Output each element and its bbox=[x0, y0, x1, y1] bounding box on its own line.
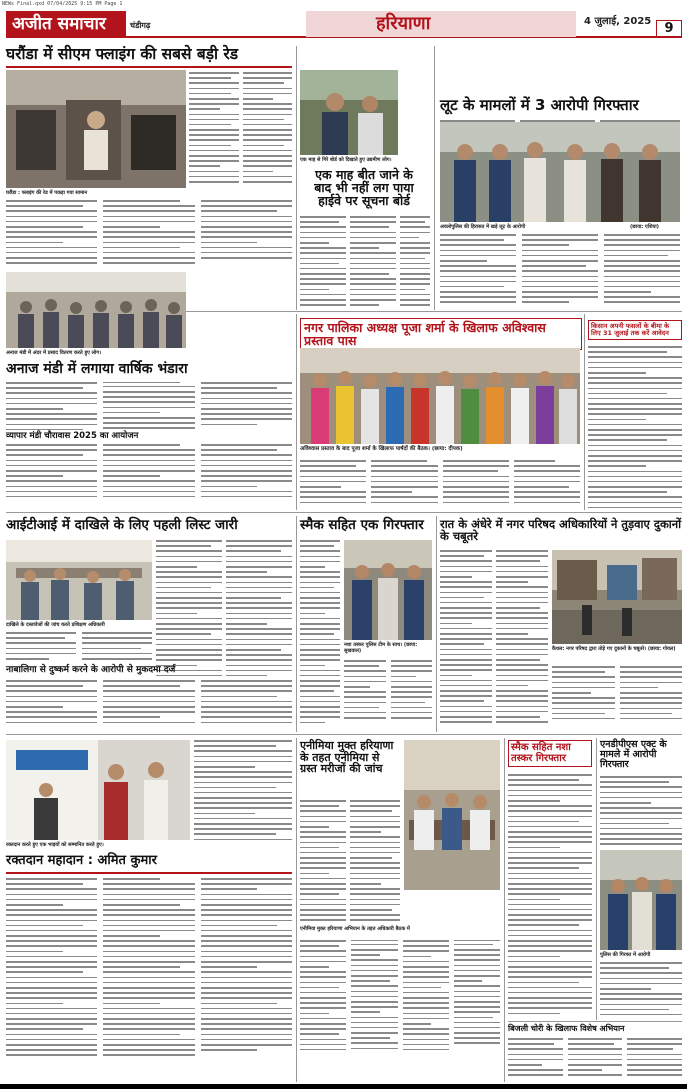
anaj-mandi-photo bbox=[6, 272, 186, 348]
market-photo bbox=[6, 70, 186, 188]
blood-headline: रक्तदान महादान : अमित कुमार bbox=[6, 853, 157, 868]
anaj-body bbox=[6, 382, 292, 430]
loot-caption-right: (छाया: एशिया) bbox=[630, 224, 659, 230]
smack-caption: नशा तस्कर पुलिस टीम के साथ। (छाया: सुखवाल) bbox=[344, 642, 418, 654]
nagar-caption: अविश्वास प्रस्ताव के बाद पूजा शर्मा के खिलाफ पार्षदों की बैठक। (छाया: दीपक) bbox=[300, 446, 463, 452]
highway-column-1 bbox=[300, 216, 346, 308]
iti-body bbox=[6, 632, 152, 664]
raat-headline: रात के अंधेरे में नगर परिषद अधिकारियों ने तुड़वाए दुकानों के चबूतरे bbox=[440, 517, 682, 544]
ndps-body bbox=[600, 962, 682, 1018]
smack-column-1 bbox=[300, 540, 340, 730]
vyapar-body bbox=[6, 444, 292, 504]
gharonda-column-1 bbox=[189, 72, 239, 188]
anemia-headline: एनीमिया मुक्त हरियाणा के तहत एनीमिया से ग्रस्त मरीजों की जांच bbox=[300, 739, 394, 776]
masthead bbox=[6, 8, 682, 38]
newspaper-brand: अजीत समाचार bbox=[6, 11, 126, 37]
blood-donation-photo bbox=[6, 740, 190, 840]
edition-city: चंडीगढ़ bbox=[130, 21, 151, 30]
gharonda-headline: घरौंडा में सीएम फ्लाइंग की सबसे बड़ी रेड bbox=[6, 45, 239, 63]
loot-headline: लूट के मामलों में 3 आरोपी गिरफ्तार bbox=[440, 96, 639, 114]
kisan-body bbox=[588, 346, 682, 508]
issue-date: 4 जुलाई, 2025 bbox=[584, 16, 652, 27]
headline-rule bbox=[6, 872, 292, 874]
gharonda-body bbox=[6, 200, 292, 270]
raat-column-1 bbox=[440, 550, 492, 730]
bijli-headline: बिजली चोरी के खिलाफ विशेष अभियान bbox=[508, 1024, 625, 1033]
ndps-accused-photo bbox=[600, 850, 682, 950]
column-divider bbox=[296, 738, 297, 1082]
anaj-caption: अनाज मंडी में अंदर में प्रसाद वितरण करते हुए लोग। bbox=[6, 350, 102, 356]
section-rule bbox=[6, 512, 682, 513]
shop-demolition-photo bbox=[552, 550, 682, 644]
loot-accused-photo bbox=[440, 122, 680, 222]
gharonda-column-2 bbox=[243, 72, 292, 188]
highway-column-3 bbox=[400, 216, 430, 308]
vyapar-headline: व्यापार मंडी चौरावास 2025 का आयोजन bbox=[6, 431, 139, 441]
section-rule bbox=[508, 1021, 682, 1022]
section-rule bbox=[6, 734, 682, 735]
highway-board-photo bbox=[300, 70, 398, 155]
nagar-body bbox=[300, 460, 580, 508]
gharonda-caption: घरौंडा : फ्लाइंग की रेड में पकड़ा गया सामान bbox=[6, 190, 88, 196]
headline-rule bbox=[6, 66, 292, 68]
anemia-body bbox=[300, 940, 500, 1080]
loot-body bbox=[440, 234, 680, 310]
column-divider bbox=[434, 46, 435, 310]
kisan-headline: किसान अपनी फसलों के बीमा के लिए 31 जुलाई तक करें आवेदन bbox=[588, 320, 682, 340]
column-divider bbox=[584, 314, 585, 510]
ndps-headline: एनडीपीएस एक्ट के मामले में आरोपी गिरफ्तार bbox=[600, 739, 667, 770]
blood-body bbox=[6, 878, 292, 1078]
highway-headline: एक माह बीत जाने के बाद भी नहीं लग पाया हाईवे पर सूचना बोर्ड bbox=[314, 167, 414, 209]
anemia-meeting-photo bbox=[404, 740, 500, 890]
smack-headline: स्मैक सहित एक गिरफ्तार bbox=[300, 517, 424, 533]
iti-column-1 bbox=[156, 540, 222, 680]
page-bottom-strip bbox=[0, 1084, 687, 1089]
anemia-caption: एनीमिया मुक्त हरियाणा अभियान के तहत अधिकारी बैठक में bbox=[300, 926, 410, 932]
raat-column-2 bbox=[496, 550, 548, 730]
loot-caption-left: अवलोपुलिस की हिरासत में खड़े लूट के आरोपी bbox=[440, 224, 526, 230]
nagar-headline: नगर पालिका अध्यक्ष पूजा शर्मा के खिलाफ अविश्वास प्रस्ताव पास bbox=[300, 318, 582, 350]
raat-caption: कैथल: नगर परिषद द्वारा तोड़े गए दुकानों के चबूतरे। (छाया: गोयल) bbox=[552, 646, 676, 652]
page-number: 9 bbox=[656, 20, 682, 38]
highway-caption: एक माह से गिरे बोर्ड को दिखाते हुए उद्यमीण लोग। bbox=[300, 157, 392, 163]
section-title: हरियाणा bbox=[306, 11, 576, 37]
column-divider bbox=[436, 516, 437, 732]
column-divider bbox=[296, 516, 297, 732]
blood-column-side bbox=[194, 740, 292, 840]
bijli-body bbox=[508, 1038, 682, 1082]
smack2-body bbox=[508, 774, 592, 1022]
smack-column-2 bbox=[344, 660, 432, 730]
anemia-column-1 bbox=[300, 800, 346, 924]
column-divider bbox=[296, 314, 297, 510]
councillors-photo bbox=[300, 348, 580, 444]
raat-column-3 bbox=[552, 666, 682, 730]
smack-photo bbox=[344, 540, 432, 640]
iti-photo bbox=[6, 540, 152, 620]
anemia-column-2 bbox=[350, 800, 400, 924]
ndps-caption: पुलिस की गिरफ्त में आरोपी bbox=[600, 952, 651, 958]
anaj-headline: अनाज मंडी में लगाया वार्षिक भंडारा bbox=[6, 361, 188, 377]
nabalig-body bbox=[6, 680, 292, 728]
iti-headline: आईटीआई में दाखिले के लिए पहली लिस्ट जारी bbox=[6, 517, 238, 533]
column-divider bbox=[296, 46, 297, 310]
column-divider bbox=[596, 738, 597, 1020]
highway-column-2 bbox=[350, 216, 396, 308]
blood-caption: रक्तदान करते हुए एक भाइयों को सम्मानित करते हुए। bbox=[6, 842, 104, 848]
nabalig-headline: नाबालिगा से दुष्कर्म करने के आरोपी से मुकदमा दर्ज bbox=[6, 665, 176, 675]
iti-column-2 bbox=[226, 540, 292, 680]
print-slug: NEWs Final.qxd 07/04/2025 9:15 PM Page 1 bbox=[2, 1, 123, 7]
iti-caption: दाखिले के दस्तावेजों की जांच करते प्रशिक्षण अधिकारी bbox=[6, 622, 105, 628]
ndps-column bbox=[600, 776, 682, 848]
smack2-headline: स्मैक सहित नशा तस्कर गिरफ्तार bbox=[508, 740, 592, 767]
column-divider bbox=[504, 738, 505, 1082]
